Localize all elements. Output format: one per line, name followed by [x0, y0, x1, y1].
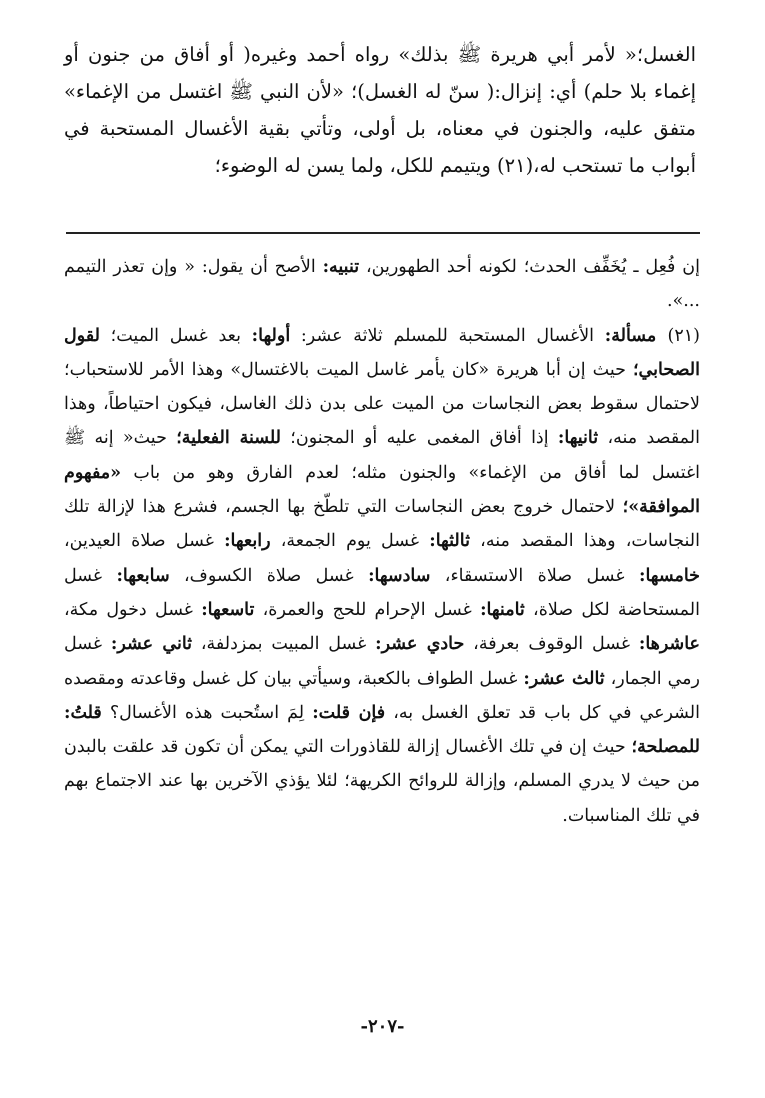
- fn-text: غسل يوم الجمعة،: [270, 531, 430, 552]
- evidence-label: للسنة الفعلية؛: [176, 428, 281, 449]
- fn-text: غسل صلاة الاستسقاء،: [430, 565, 639, 586]
- fn-text: غسل رمي الجمار،: [64, 634, 701, 689]
- continued-footnote: [64, 250, 700, 319]
- ordinal-label: سادسها:: [368, 565, 431, 586]
- fn-text: حيث إن في تلك الأغسال إزالة للقاذورات التي يمكن أن تكون قد علقت بالبدن من حيث لا يدري المسلم، وإزالة للروائح الكريهة؛ لئلا يؤذي الآخرين بها عند الاجتماع بهم في تلك المناسبات.: [64, 737, 700, 826]
- page-number: -٢٠٧-: [360, 1016, 405, 1037]
- ordinal-label: ثاني عشر:: [110, 634, 193, 655]
- fn-text: حيث« إنه ﷺ اغتسل لما أفاق من الإغماء» والجنون مثله؛ لعدم الفارق وهو من باب: [64, 428, 700, 483]
- fn-text: لِمَ استُحبت هذه الأغسال؟: [101, 702, 313, 723]
- fn-text: الأغسال المستحبة للمسلم ثلاثة عشر:: [290, 325, 605, 346]
- ordinal-label: خامسها:: [638, 565, 700, 586]
- ordinal-label: ثانيها:: [557, 428, 599, 449]
- fn-text: غسل المبيت بمزدلفة،: [192, 634, 376, 655]
- evidence-label: «مفهوم الموافقة»؛: [64, 462, 700, 518]
- ordinal-label: حادي عشر:: [375, 634, 465, 655]
- fn-text: غسل صلاة الكسوف،: [169, 565, 369, 586]
- fn-text: غسل الإحرام للحج والعمرة،: [254, 599, 481, 620]
- continued-text: إن فُعِل ـ يُخَفِّف الحدث؛ لكونه أحد الطهورين،: [359, 257, 700, 277]
- ordinal-label: أولها:: [251, 325, 291, 346]
- ordinal-label: سابعها:: [116, 565, 170, 586]
- footnote-21: [64, 319, 700, 833]
- question-label: فإن قلت:: [312, 702, 386, 723]
- footnote-divider: [66, 232, 700, 234]
- fn-text: غسل الوقوف بعرفة،: [464, 634, 639, 655]
- ordinal-label: تاسعها:: [201, 599, 255, 620]
- ordinal-label: ثامنها:: [480, 599, 525, 620]
- fn-text: إذا أفاق المغمى عليه أو المجنون؛: [280, 428, 558, 449]
- ordinal-label: ثالث عشر:: [523, 668, 605, 689]
- ordinal-label: ثالثها:: [429, 531, 470, 552]
- note-label: تنبيه:: [322, 257, 360, 277]
- ordinal-label: عاشرها:: [638, 634, 700, 655]
- fn-text: غسل المستحاضة لكل صلاة،: [64, 565, 700, 620]
- answer-label: قلتُ: للمصلحة؛: [64, 702, 700, 758]
- fn-text: بعد غسل الميت؛: [99, 325, 252, 346]
- footnote-number: (٢١): [667, 325, 700, 346]
- fn-text: حيث إن أبا هريرة «كان يأمر غاسل الميت بالاغتسال» وهذا الأمر للاستحباب؛ لاحتمال سقوط بعض النجاسات من الميت على بدن ذلك الغاسل، فيكون احتياطاً، وهذا المقصد منه،: [64, 359, 700, 449]
- main-paragraph: الغسل؛« لأمر أبي هريرة ﷺ بذلك» رواه أحمد وغيره( أو أفاق من جنون أو إغماء بلا حلم) أي: إنزال:( سنّ له الغسل)؛ «لأن النبي ﷺ اغتسل من الإغماء» متفق عليه، والجنون في معناه، بل أولى، وتأتي بقية الأغسال المستحبة في أبواب ما تستحب له،(٢١) ويتيمم للكل، ولما يسن له الوضوء؛: [64, 43, 696, 177]
- fn-text: غسل صلاة العيدين،: [64, 531, 225, 552]
- continued-text-end: الأصح أن يقول: « وإن تعذر التيمم ...».: [64, 257, 700, 312]
- main-text: [64, 36, 696, 184]
- evidence-label: لقول الصحابي؛: [64, 325, 700, 380]
- fn-text: غسل دخول مكة،: [64, 599, 202, 620]
- footnotes: [64, 250, 700, 833]
- fn-text: غسل الطواف بالكعبة، وسيأتي بيان كل غسل وقاعدته ومقصده الشرعي في كل باب قد تعلق الغسل به،: [64, 668, 700, 723]
- issue-label: مسألة:: [604, 325, 668, 346]
- ordinal-label: رابعها:: [224, 531, 271, 552]
- fn-text: لاحتمال خروج بعض النجاسات التي تلطّخ بها الجسم، فشرع هذا لإزالة تلك النجاسات، وهذا المقصد منه،: [64, 497, 700, 552]
